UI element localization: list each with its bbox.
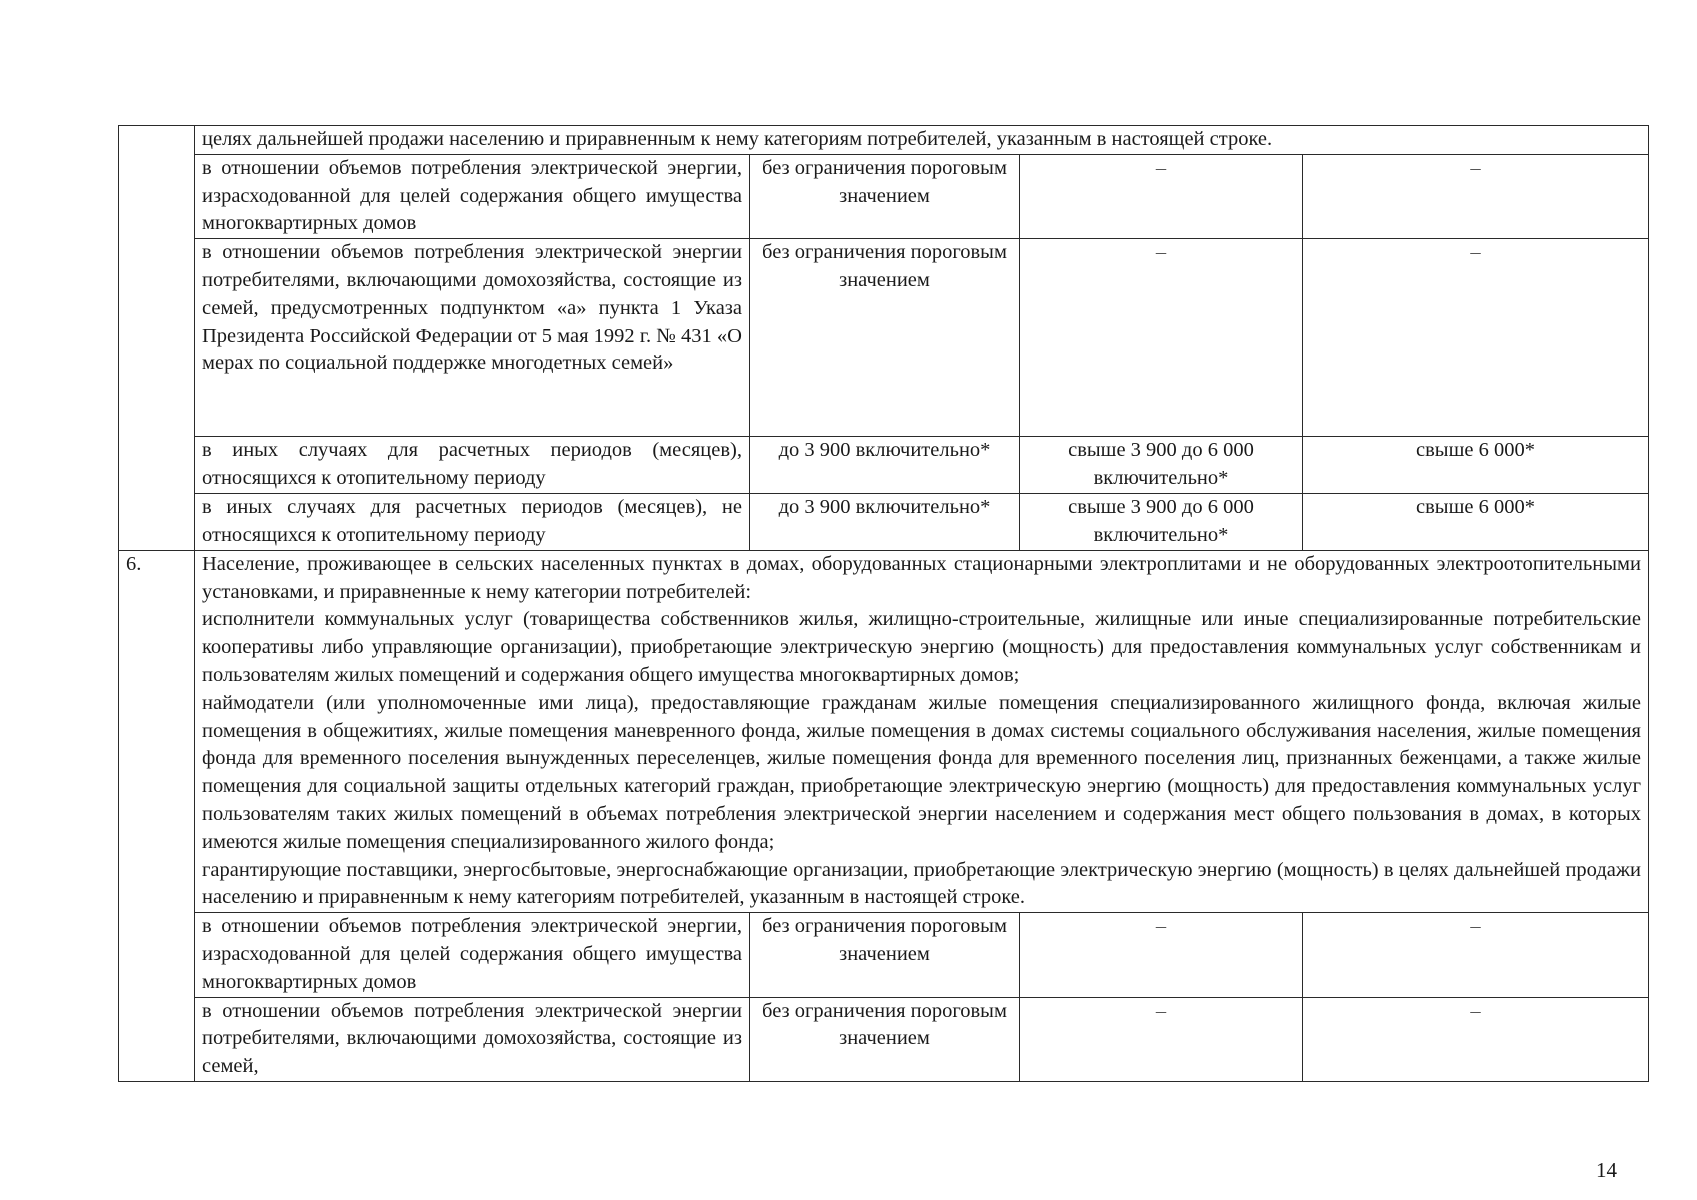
range-cell-2: –	[1020, 997, 1303, 1081]
subrow-description: в иных случаях для расчетных периодов (месяцев), не относящихся к отопительному периоду	[195, 494, 750, 551]
subrow-description: в отношении объемов потребления электрической энергии потребителями, включающими домохозяйства, состоящие из семей, предусмотренных подпунктом «а» пункта 1 Указа Президента Российской Федерации от 5 мая 1992 г. № 431 «О мерах по социальной поддержке многодетных семей»	[195, 239, 750, 437]
range-cell-2: свыше 3 900 до 6 000 включительно*	[1020, 494, 1303, 551]
subrow-description: в отношении объемов потребления электрической энергии потребителями, включающими домохозяйства, состоящие из семей,	[195, 997, 750, 1081]
category-paragraph: гарантирующие поставщики, энергосбытовые, энергоснабжающие организации, приобретающие электрическую энергию (мощность) в целях дальнейшей продажи населению и приравненным к нему категориям потребителей, указанным в настоящей строке.	[202, 858, 1641, 909]
table-row	[119, 997, 1649, 1081]
table-row	[119, 239, 1649, 437]
subrow-description: в иных случаях для расчетных периодов (месяцев), относящихся к отопительному периоду	[195, 437, 750, 494]
page-number: 14	[1596, 1158, 1617, 1182]
range-cell-3: свыше 6 000*	[1303, 494, 1649, 551]
table-row	[119, 550, 1649, 912]
range-cell-3: –	[1303, 154, 1649, 238]
range-cell-3: –	[1303, 997, 1649, 1081]
range-cell-2: –	[1020, 913, 1303, 997]
range-cell-3: –	[1303, 913, 1649, 997]
continuation-text: целях дальнейшей продажи населению и приравненным к нему категориям потребителей, указанным в настоящей строке.	[195, 126, 1649, 155]
range-cell-2: свыше 3 900 до 6 000 включительно*	[1020, 437, 1303, 494]
range-cell-1: без ограничения пороговым значением	[750, 239, 1020, 437]
row-number-cell	[119, 126, 195, 551]
category-paragraph: исполнители коммунальных услуг (товарищества собственников жилья, жилищно-строительные, жилищные или иные специализированные потребительские кооперативы либо управляющие организации), приобретающие электрическую энергию (мощность) для предоставления коммунальных услуг собственникам и пользователям жилых помещений и содержания общего имущества многоквартирных домов;	[202, 608, 1641, 686]
category-paragraph: наймодатели (или уполномоченные ими лица), предоставляющие гражданам жилые помещения специализированного жилищного фонда, включая жилые помещения в общежитиях, жилые помещения маневренного фонда, жилые помещения в домах системы социального обслуживания населения, жилые помещения фонда для временного поселения вынужденных переселенцев, жилые помещения фонда для временного поселения лиц, признанных беженцами, а также жилые помещения для социальной защиты отдельных категорий граждан, приобретающие электрическую энергию (мощность) для предоставления коммунальных услуг пользователям таких жилых помещений в объемах потребления электрической энергии населением и содержания мест общего пользования в домах, в которых имеются жилые помещения специализированного жилого фонда;	[202, 691, 1641, 853]
table-row	[119, 437, 1649, 494]
range-cell-1: без ограничения пороговым значением	[750, 997, 1020, 1081]
range-cell-2: –	[1020, 239, 1303, 437]
row-number-cell: 6.	[119, 550, 195, 1081]
range-cell-1: до 3 900 включительно*	[750, 494, 1020, 551]
range-cell-2: –	[1020, 154, 1303, 238]
category-description	[195, 550, 1649, 912]
category-paragraph: Население, проживающее в сельских населенных пунктах в домах, оборудованных стационарными электроплитами и не оборудованных электроотопительными установками, и приравненные к нему категории потребителей:	[202, 552, 1641, 603]
table-row	[119, 913, 1649, 997]
range-cell-1: до 3 900 включительно*	[750, 437, 1020, 494]
tariff-table	[118, 125, 1649, 1082]
table-row	[119, 154, 1649, 238]
table-row	[119, 126, 1649, 155]
subrow-description: в отношении объемов потребления электрической энергии, израсходованной для целей содержания общего имущества многоквартирных домов	[195, 913, 750, 997]
range-cell-1: без ограничения пороговым значением	[750, 154, 1020, 238]
table-row	[119, 494, 1649, 551]
subrow-description: в отношении объемов потребления электрической энергии, израсходованной для целей содержания общего имущества многоквартирных домов	[195, 154, 750, 238]
range-cell-1: без ограничения пороговым значением	[750, 913, 1020, 997]
range-cell-3: –	[1303, 239, 1649, 437]
range-cell-3: свыше 6 000*	[1303, 437, 1649, 494]
